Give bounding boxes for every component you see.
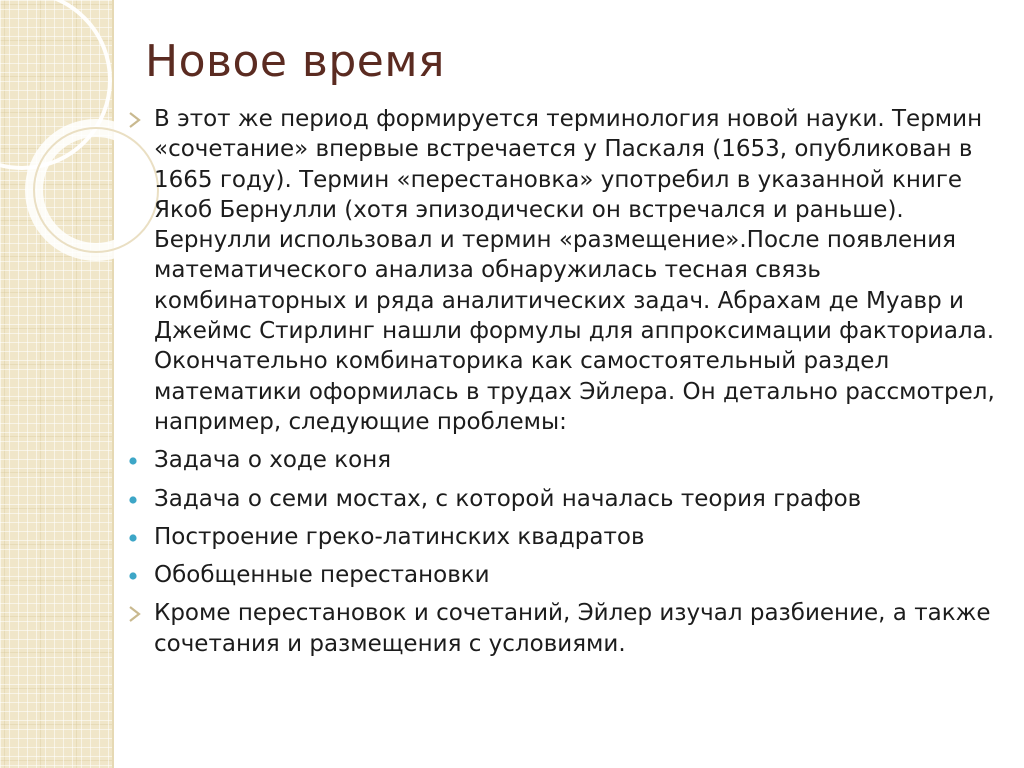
arrow-bullet-icon [124,104,146,134]
bullet-item [120,598,1000,659]
bullet-text: Задача о ходе коня [154,447,392,474]
dot-bullet-icon [124,484,146,514]
bullet-item [120,484,1000,514]
bullet-text: Задача о семи мостах, с которой началась теория графов [154,485,862,512]
slide-title: Новое время [145,36,446,87]
bullet-item [120,445,1000,475]
bullet-item [120,104,1000,437]
arrow-bullet-icon [124,598,146,628]
bullet-item [120,522,1000,552]
dot-bullet-icon [124,522,146,552]
bullet-list [120,104,1000,659]
bullet-text: Кроме перестановок и сочетаний, Эйлер изучал разбиение, а также сочетания и размещения с условиями. [154,600,991,657]
bullet-text: В этот же период формируется терминология новой науки. Термин «сочетание» впервые встречается у Паскаля (1653, опубликован в 1665 году). Термин «перестановка» употребил в указанной книге Якоб Бернулли (хотя эпизодически он встречался и раньше). Бернулли использовал и термин «размещение».После появления математического анализа обнаружилась тесная связь комбинаторных и ряда аналитических задач. Абрахам де Муавр и Джеймс Стирлинг нашли формулы для аппроксимации факториала. Окончательно комбинаторика как самостоятельный раздел математики оформилась в трудах Эйлера. Он детально рассмотрел, например, следующие проблемы: [154,106,995,435]
bullet-text: Построение греко-латинских квадратов [154,523,645,550]
bullet-item [120,560,1000,590]
dot-bullet-icon [124,445,146,475]
bullet-text: Обобщенные перестановки [154,562,490,589]
dot-bullet-icon [124,560,146,590]
